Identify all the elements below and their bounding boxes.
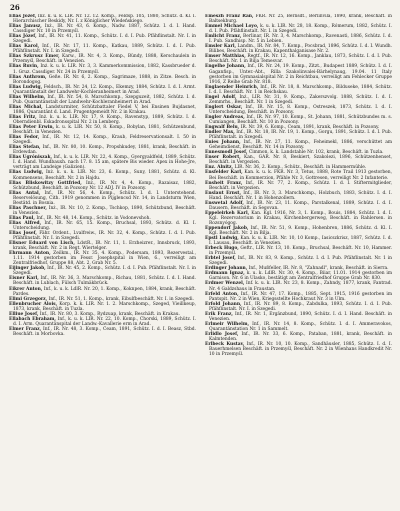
columns xyxy=(9,14,392,507)
directory-entry xyxy=(9,181,196,191)
directory-entry xyxy=(205,201,392,211)
directory-entry xyxy=(205,312,392,322)
entry-name: Engwalf Belu, xyxy=(205,125,240,131)
entry-text: Inf., k. u. k. LIR. Nr. 22, 10. Komp., Chorski, 1889, Schütz. I. d. I. Arm. Quarantänspital der Landw.-Kavallerie erm in Arad. xyxy=(13,316,196,327)
entry-text: LdstR., IR. Nr. 11, 1. Erzheizrer., Innsbruck, 1893, krank, Beschäft. Nr. 2 in Regt. Wiertelger. xyxy=(13,241,196,252)
entry-text: Inf., IR. Nr. 51, 9. Komp., Hohenbren, 1886, Schütz. d. Kl. I. Kgl. Beschäft. Nr. 2 in Bilja. xyxy=(209,225,392,237)
entry-text: Zeilkm., IR. Nr. 35, 4. Komp., Podersam, 1893, Rezervestal., 1.11. 1914 gestorben im Fessr. Josephspital in Wien, 6., verreiligt am Zentralfriedhof, Gruppe 88, Abt. 2, Grab Nr. 5. xyxy=(13,251,196,267)
entry-name: Ellabach Ebraham, xyxy=(9,316,56,322)
entry-text: Feldsch., IR. Nr. 24, 12. Komp., Ekemzy, 1884, Schütz. I. d. I. Armt. Quarantänstalt der Landwehr-Kochleranheimert in Arad. xyxy=(13,84,196,95)
directory-entry xyxy=(9,125,196,135)
directory-entry xyxy=(205,322,392,332)
entry-name: Ellenbrucher Alois, xyxy=(9,301,58,307)
directory-entry xyxy=(205,292,392,302)
directory-entry xyxy=(205,246,392,256)
entry-name: Elias Józef, xyxy=(9,14,37,19)
entry-name: Erbeck Hugo, xyxy=(205,246,239,252)
entry-text: Inf., IR. Nr. 23, 11. Komp., Parstalkenal, 1889, Schütz. I. d. I. Dausern, Beschäft. in Segovan. xyxy=(209,200,392,211)
directory-entry xyxy=(205,302,392,312)
directory-entry xyxy=(205,181,392,191)
entry-text: Kan. Kgl. 1916, Nr. 3, 1. Komp., Bouis, 1884, Schütz. I. d. I. Kgl. Rezervatorium in Krakau, Kirchenbergerweg, Beschäft. in Rahlersen. in Rozsnyógog. xyxy=(209,210,392,226)
entry-text: Inż., IR. Nr. 4, 4. Komp., Razaisaz, 1882, Schützbund, Beschäft. in Pozsony Nr. 12 ADJ. IV in Pozsony. xyxy=(13,180,196,191)
entry-name: Elias Peter Erwin, xyxy=(9,125,55,131)
entry-name: Emser Matthias, xyxy=(205,54,246,60)
entry-text: Inf., IR. Nr. 83, 9. Komp., Schütz. I. d. I. Pub. Pfähflinstalt. Nr. 1 in Szegedi. xyxy=(209,256,392,267)
entry-text: Inf., IR. Nr. 18, 8. Marschkomp., Bilduseke, 1884, Schütz. I. d. I. Beschäft. Nr. 1 in Reichskau. xyxy=(209,84,392,95)
directory-entry xyxy=(205,271,392,281)
entry-name: Elias Alfred, xyxy=(9,220,42,226)
entry-text: Inf., IR. Nr. 15, 8. Komp., Ostreszek, 1873, Schütz. I. d. I. Unterscheidung, Beschäft. in Pozsony. xyxy=(209,104,392,115)
entry-name: Enies Johann, xyxy=(205,140,241,146)
directory-entry xyxy=(9,221,196,231)
directory-entry xyxy=(9,54,196,64)
entry-text: Fähr. Ordent., Lvalfreiw., IR. Nr. 32, 4. Komp., Schütz. I. d. I. Pub. Pfähflinstalt. Nr. I. in Szegedi. xyxy=(13,231,196,242)
directory-entry xyxy=(205,44,392,54)
directory-entry xyxy=(205,34,392,44)
directory-entry xyxy=(9,105,196,115)
directory-entry xyxy=(9,34,196,44)
directory-entry xyxy=(205,281,392,291)
entry-text: Inf., IR. Nr. 48, 3. Komp., Ceam, 1891, Schütz. I. d. I. Beasz, Stbd. Beschäft. in Morbovka. xyxy=(13,326,196,337)
entry-name: Elias Ludwig, xyxy=(9,170,44,176)
entry-text: Inż. k. u. k. LIR. Nr. 23, 6. Komp., Suny, 1881, Schütz. d. Kl. Kommensens, Beschäft. Nr. 2 in Hajdu. xyxy=(13,170,196,181)
entry-name: Elias Anthrom, xyxy=(9,74,47,80)
entry-name: Erlmeir Wilhelm, xyxy=(205,321,250,327)
directory-entry xyxy=(9,251,196,266)
entry-text: Inż., IR. Nr. 43, 6. Komp., Nadw. 1887, Schütz. I. d. I. Hand. Cassdiger Nr. 10 in Przemyśl. xyxy=(13,24,196,35)
entry-name: Erlidlo Josef, xyxy=(205,331,239,337)
entry-text: Inż. k. u. k. LIR. Nr. 17, 9. Komp., Ravenstyp, 1889, Schütz. I. d. Oberndienbl. Eskadronsspital Nr. 2 in Lemberg. xyxy=(13,114,196,125)
entry-name: Emsler Karl, xyxy=(205,44,237,50)
entry-name: Emmel Michael Loyo, xyxy=(205,24,259,30)
entry-name: Enslaut Ernst, xyxy=(205,190,241,196)
directory-entry xyxy=(9,145,196,155)
directory-entry xyxy=(205,95,392,105)
entry-name: Engelhe Johann, xyxy=(205,64,246,70)
directory-entry xyxy=(9,327,196,337)
entry-text: Inf., IR. Nr. 18, IR. Nr. 19, 1. Komp., Gorgu, 1891, Schütz. I. d. I. Pub. Pfähflinstalt. in Szegedi. xyxy=(209,130,392,141)
entry-text: Inż., IR. Nr. 10, 2. Komp., Tschkop, 1890, Schützbund, Beschäft. in Venezien. xyxy=(13,205,196,216)
entry-name: Elisner Eduard von Lisch, xyxy=(9,241,75,247)
directory-entry xyxy=(9,95,196,105)
directory-entry xyxy=(205,170,392,180)
directory-entry xyxy=(9,155,196,170)
entry-name: Elmer Franz, xyxy=(9,326,42,332)
directory-entry xyxy=(9,24,196,34)
entry-name: Elias Szkrusz Emer, xyxy=(9,54,60,60)
entry-name: Elias Bliskowitzy Gottfried, xyxy=(9,180,82,186)
directory-entry xyxy=(205,14,392,24)
page-number: 26 xyxy=(10,3,20,12)
entry-text: Inf. k. u. k. LIR. Nr. 23, 8. Komp., Zahndy, 1877, krank, Fantrad. Nr. 4 Galdzshaus in Fraustan. xyxy=(209,281,392,292)
directory-entry xyxy=(205,105,392,115)
directory-entry xyxy=(9,317,196,327)
directory-entry xyxy=(205,155,392,165)
entry-name: Erfeld Anton, xyxy=(205,291,239,297)
entry-name: Elias Fedor, xyxy=(9,135,40,141)
directory-entry xyxy=(9,115,196,125)
entry-name: Elias Janusz, xyxy=(9,24,42,30)
entry-text: Inf., IR. Nr. 12, 14. Komp., Kraub, Feldreservationsalt. I. 50 in Szegedi. xyxy=(13,135,196,146)
entry-name: Elimi Grzegorz, xyxy=(9,296,48,302)
entry-text: Inf., IR. Nr. 48, 14. Komp., Schütz. in Vodonevshoh. xyxy=(36,215,151,221)
directory-entry xyxy=(205,191,392,201)
directory-entry xyxy=(9,135,196,145)
entry-name: Erdinger Johann, xyxy=(205,266,248,272)
directory-entry xyxy=(205,236,392,246)
entry-text: LIR. Nr. 36, 2. Komp., Schütz., Beschäft. in Hammermühle. xyxy=(234,165,367,171)
entry-name: Ensheit Franz, xyxy=(205,180,243,186)
entry-text: Kan. k. u. k. LIR. Nr. 10, 10 Komp., Iasicszkrisz, 1887, Schütz. I. d. I. Lausau, Beschäft. in Venezien. xyxy=(209,236,392,247)
entry-name: Erdmann Ignaz, xyxy=(205,271,245,277)
entry-name: Erlbeck Kustav, xyxy=(205,342,245,348)
entry-name: Elias Ruvin, xyxy=(9,64,39,70)
entry-name: Enswetal Adolf, xyxy=(205,200,244,206)
entry-text: Karw., IR. Nr. 4, 3. Komp., Bündy, 1888, Kerschaulein in Przemyśl, Beschäft. in Venezien. xyxy=(13,54,196,65)
entry-name: Elias Paschner, xyxy=(9,205,47,211)
entry-name: Erbtel Josef, xyxy=(205,256,236,262)
entry-text: Inf., IR. Nr. 24, 19. Komp., Zitzt., Budapest 1889, Schütz. I. d. I. Gaganfisp., Unter.-Abt., Rilla Szakolinvalei-Bärhelynaug, 19.04. 11 Italy gestorben im Gymnasialspital Nr. 2 in Reichtbau, verreiligt am Fehlecker Gruppe 1916, Z Reihe Grab Nr. 818. xyxy=(209,64,392,85)
directory-entry xyxy=(9,85,196,95)
entry-text: Regtf., IR. Nr. 12, 16. Komp., Janklau, 1873, Schütz. I. d. I. Pub. Beschäft. Nr. 1 in Bilja Temesvar. xyxy=(209,54,392,65)
directory-entry xyxy=(9,241,196,251)
entry-text: Inż., LIR. Nr. 31, 9. Komp., Zakerszvolg. 1888, Schütz. I. d. I. Zemmrhs., Beschäft. Nr. 1 in Szegedi. xyxy=(209,94,392,105)
directory-entry xyxy=(205,64,392,84)
directory-entry xyxy=(205,54,392,64)
entry-name: Elias Josef, xyxy=(9,231,37,237)
entry-text: Inf., IR. Nr. 56, 4. Komp., Schütz. I. d. I. Unterstehend. Reservelösung, Cith. 1919 genommen in Pijglencsd Nr. 14, in Landsturm Wien, Bestätd. in Bosnia. xyxy=(13,190,196,206)
directory-entry xyxy=(205,226,392,236)
directory-entry xyxy=(205,130,392,140)
entry-text: Kan., GAR. Nr. 8, Beskiert, Szakolezi, 1896, Schützenhenset, Beschäft. in Vergezien. xyxy=(209,155,392,166)
entry-text: Inf., Mußfeller, IR. Nr. 8, "Zahnadl", krank, Beschäft. in Sierra. xyxy=(248,266,389,272)
entry-text: Inf., IR. Nr. 54, 8. Marschkomp., Szepguzeit, 1882, Schütz. I. d. Pub. Quarantänstalt der Landwehr-Kochleranheimert in Arad. xyxy=(13,94,196,105)
entry-name: Englert Oskar, xyxy=(205,104,243,110)
directory-entry xyxy=(9,170,196,180)
entry-name: Elias Karol, xyxy=(9,44,40,50)
entry-name: Eppendorf Jakob, xyxy=(205,225,249,231)
entry-text: Inf., IR. Nr. 89, 8. Komp., Zabdulka, 1893, Schütz. I. d. I. Pub. Pfähflinstalt. Nr. I. in Szegedi. xyxy=(209,301,392,312)
entry-name: Epstl Ludwig, xyxy=(205,236,239,242)
entry-text: Geße. IR. Nr. 6, 2. Komp., Sagrimaze, 1888, in Zitze. Besch. in Borondogog. xyxy=(13,74,196,85)
right-column xyxy=(205,14,392,507)
entry-text: k. u. k. LIR. Nr. 50, 8. Komp., Bobylan, 1881, Schützenbund, Beschäft. in Venezien. xyxy=(13,125,196,136)
entry-text: Inf., IR. Nr. 47, 17. Komp., 1885, Sept. 1915, 1916 gestorben im Pantspit. Nr. 2 in Wien, Kriegsstellte Hochkraut Nr. 3 in Ulm. xyxy=(209,291,392,302)
directory-entry xyxy=(205,342,392,357)
entry-text: Inż. k. u. k. LIR. Nr. 12. 12. Komp., Feldsp. 105, 1880, Schütz. d. Kl. I. Hierarchischer Beskidy, Nr. I. z Königlicher Wiedeńskiego. xyxy=(13,14,196,25)
entry-name: Engel Adolf, xyxy=(205,94,237,100)
entry-text: FKR. Nr. 25, Berlisdt., Berlinvila, 1890, krank, Beschäft. in Baltsekburg. xyxy=(209,14,392,25)
entry-text: Inf., IR. Nr. 45, 2. Komp., Schütz. I. d. I. Pub. Pfähflinstalt. Nr. I. in Szegedi. xyxy=(13,266,196,277)
entry-text: Inf., IR. Nr. 10, 10. Komp., Sandhäusler, 1885, Schütz. I. d. I. Bauerhmelsen Beschäft. in Przemyśl, Beschäft. Nr. 2 in Wienhans Handkredit Nr. 10 in Przemyśl. xyxy=(209,342,392,358)
entry-name: Elias Fritz, xyxy=(9,114,37,120)
entry-text: Inf., IR. Nr. 36, 3. Marschkomp., Richau, 1881, Schütz. I. d. I. Hand. Beschäft. in Lublach, Fülsch Tulmäkbrück. xyxy=(13,276,196,287)
entry-name: Elias Ludwig, xyxy=(9,84,43,90)
entry-name: Elias Stefan, xyxy=(9,145,41,151)
entry-text: Inf., IR. Nr. 3, 3. Marschkomp., Holzbuch, 1883, Schütz. I. d. I. Hand. Beschäft. Nr. 1 in Hohenzollern. xyxy=(209,190,392,201)
entry-text: Inf., IR. Nr. 51, 1. Komp., krank, Eibulfbeschäft. Nr. I. in Szegedi. xyxy=(48,296,194,302)
directory-entry xyxy=(205,332,392,342)
entry-text: Inf., IR. Nr. 80, 3. Komp., Rydzuap, krank, Beschäft. in Krakau. xyxy=(39,311,180,317)
entry-name: Elias Paul, xyxy=(9,215,35,221)
entry-name: Ensfelder Karl, xyxy=(205,170,243,176)
entry-name: Enser Robert, xyxy=(205,155,241,161)
entry-name: Elias Ugróniszak, xyxy=(9,155,53,161)
directory-entry xyxy=(205,211,392,226)
entry-name: Ennesmodl Josef, xyxy=(205,150,248,156)
directory-entry xyxy=(205,140,392,150)
entry-text: Inf., IR. Nr. 14, 8. Komp., Schütz. I. d. I. Ammeravokos, Quarantänstation Nr. 1 in Sammelt. xyxy=(209,321,392,332)
entry-text: Inf., k. u. k. LdlR. Nr. 20, 1. Komp., Koknpen, 1884, krank, Beschäft. Pardes. xyxy=(13,286,196,297)
entry-text: Landm., IR. Nr. 84, 7. Komp., Pocsbrad, 1896, Schütz. I. d. I. Wundh. Bilibes, Beschäft. in Krakau, Kapenthalganisase Nr. 2. xyxy=(209,44,392,55)
entry-text: Inf., IR. Nr. 97, 10. Komp., St. Johann, 1881, Schützbundes m. s. Cumiangen, Beschäft. Nr. 10 in Pozsony. xyxy=(209,114,392,125)
entry-name: Eisner Karl, xyxy=(9,276,39,282)
entry-text: k. u. k. LdlR. Nr. 30, 4. Komp., Biiar, 11.01. 1914 gestorben im Garnison. Nr. 6 in Ulasko, bestätigt am Zentralfriedhof Gruppe Grab Nr. 830. xyxy=(209,271,392,282)
directory-entry xyxy=(9,287,196,297)
entry-name: Eijinger Jakob, xyxy=(9,266,46,272)
directory-entry xyxy=(205,85,392,95)
directory-entry xyxy=(9,276,196,286)
entry-name: Emlicht Franz, xyxy=(205,34,242,40)
entry-text: Inf., IR. Nr. 77, 2. Komp., Schütz. I. d. I. Stiftermitglieder, Beschäft. in Vergezien. xyxy=(209,180,392,191)
directory-entry xyxy=(205,256,392,266)
directory-entry xyxy=(9,266,196,276)
directory-entry xyxy=(9,206,196,216)
entry-text: Inf., IR. Nr. 80, 10. Komp., Propshkudey, 1881, krank, Beschäft. in Erdewdan. xyxy=(13,145,196,156)
directory-entry xyxy=(9,75,196,85)
entry-text: Inf., IR. Nr. 17, 11. Komp., Katkau, 1889, Schütz. I. d. I. Pub. Pfähflinstalt. Nr. I. in Szegedi. xyxy=(13,44,196,55)
entry-text: Inf., k. u. k. LIR. Nr. 22, 4. Komp., Gyergyaldfeld, 1889, Schütz. I. d. Hand. Wundbauxh. nach 17. 8. 15 am, spätere Bis wieder. Apex in Hohe-Jre, verträgt am Landeige (Galizien). xyxy=(13,155,196,171)
directory-entry xyxy=(205,115,392,125)
entry-name: Erdmer Wenzel, xyxy=(205,281,245,287)
entry-name: Emeszh Franz Ran, xyxy=(205,14,254,19)
entry-name: Elias Wilhelm, xyxy=(9,94,46,100)
entry-text: Landsturmiter, Schützbattaler Fiedel V, bei Ensinen Bujdasnet, 1886, Quarantänt d. Land. Prugentgemeidt Nr. 2 in Krakau. xyxy=(13,104,196,115)
entry-text: Inf., IR. Nr. 65, 15. Komp., Bruchsal, 1893, Schütz. d. Kl. I. Unterscheidung. xyxy=(13,220,196,231)
directory-entry xyxy=(205,24,392,34)
entry-name: Ehrmann Anton, xyxy=(9,251,51,257)
entry-text: Berlinar, IR. Nr. 3, 4. Marschkomp., Ravenasti, 1886, Schütz. I. d. I. Pub. Sandhisp. Nr. 5 in Lebien. xyxy=(209,34,392,45)
entry-text: Inf., IR. Nr. 27, 11. Komp., Feheimekl, 1886, verschüttet am Geheimdienst, Beschäft. Nr. 14 in Pozsony. xyxy=(209,140,392,151)
entry-name: Eikrer Anton, xyxy=(9,286,43,292)
entry-text: IR. Nr. 39, 6. Komp., Ceam, 1891, krank, Beschäft. in Pozsony. xyxy=(240,125,380,131)
entry-name: Erik Franz, xyxy=(205,311,233,317)
entry-name: Elliue Josef, xyxy=(9,311,39,317)
entry-text: Cimmon, k. k. Landstahle Nr. 102, krank, Beschäft. in Tuzla. xyxy=(248,150,384,156)
directory-entry xyxy=(9,191,196,206)
entry-name: Englaender Heinrich, xyxy=(205,84,259,90)
entry-name: Endler Max, xyxy=(205,130,235,136)
entry-text: Kan. k. u. k. FKR. Nr. 3, Tetus, 1888, Rote Trail 1913 gestorben, Bei Beschäft. in Kommerzion, Pfähle Nr. 3, Gottresen, verreiligt Nr. 2 Infanterie. xyxy=(209,170,392,181)
entry-text: Inf., IR. Nr. 33, 6. Komp., Pataban, 1881, krank, Beschäft. in Kalmtenden. xyxy=(209,331,392,342)
entry-text: Geftr., LIR. Nr. 13, 10. Komp., Bruchsal, Beschäft. Nr. 10, Hammer. in Przemyśl. xyxy=(209,246,392,257)
directory-entry xyxy=(9,302,196,312)
entry-text: Inż. k. u. k. LIR. Nr. 3, 3. Kammerkommission, 1882, Kassbrueder d. 1. Gruz. Cassdiger. Nr. 24 in Przemyśl. xyxy=(13,64,196,75)
entry-text: Korp. k. k. LIR. Nr. 1. 2. Marschkomp., Szeged, Vieillkeup, 1873, krank, Beschäft. in Tuzla. xyxy=(13,301,196,312)
entry-text: Inf., IR. Nr. 41, 11. Komp., Schütz. I. d. I. Pub. Pfähflinstalt. Nr. I. in Szegedi. xyxy=(13,34,196,45)
entry-name: Engler Andreas, xyxy=(205,114,245,120)
directory-entry xyxy=(9,231,196,241)
entry-name: Elias Michał, xyxy=(9,104,43,110)
entry-text: k. u. k. LIR. Nr. 28, 18. Komp., Rómerum, 1882, Schütz. I. d. I. Pub. Pfähflinstalt. Nr. I. in Szegedi. xyxy=(209,24,392,35)
left-column xyxy=(9,14,196,507)
directory-entry xyxy=(9,64,196,74)
directory-entry xyxy=(9,14,196,24)
entry-name: Erfold Johann, xyxy=(205,301,242,307)
entry-text: Inf., IR. Nr. 1, Ergänzbund, 1890, Schütz. I. d. I. Hand. Beschäft. in Venezien. xyxy=(209,311,392,322)
directory-entry xyxy=(9,44,196,54)
entry-name: Enz. Alnitz, xyxy=(205,165,234,171)
entry-name: Elias Antal, xyxy=(9,190,41,196)
entry-name: Eppeleirkeh Karl, xyxy=(205,210,250,216)
entry-name: Elias Józef, xyxy=(9,34,37,40)
